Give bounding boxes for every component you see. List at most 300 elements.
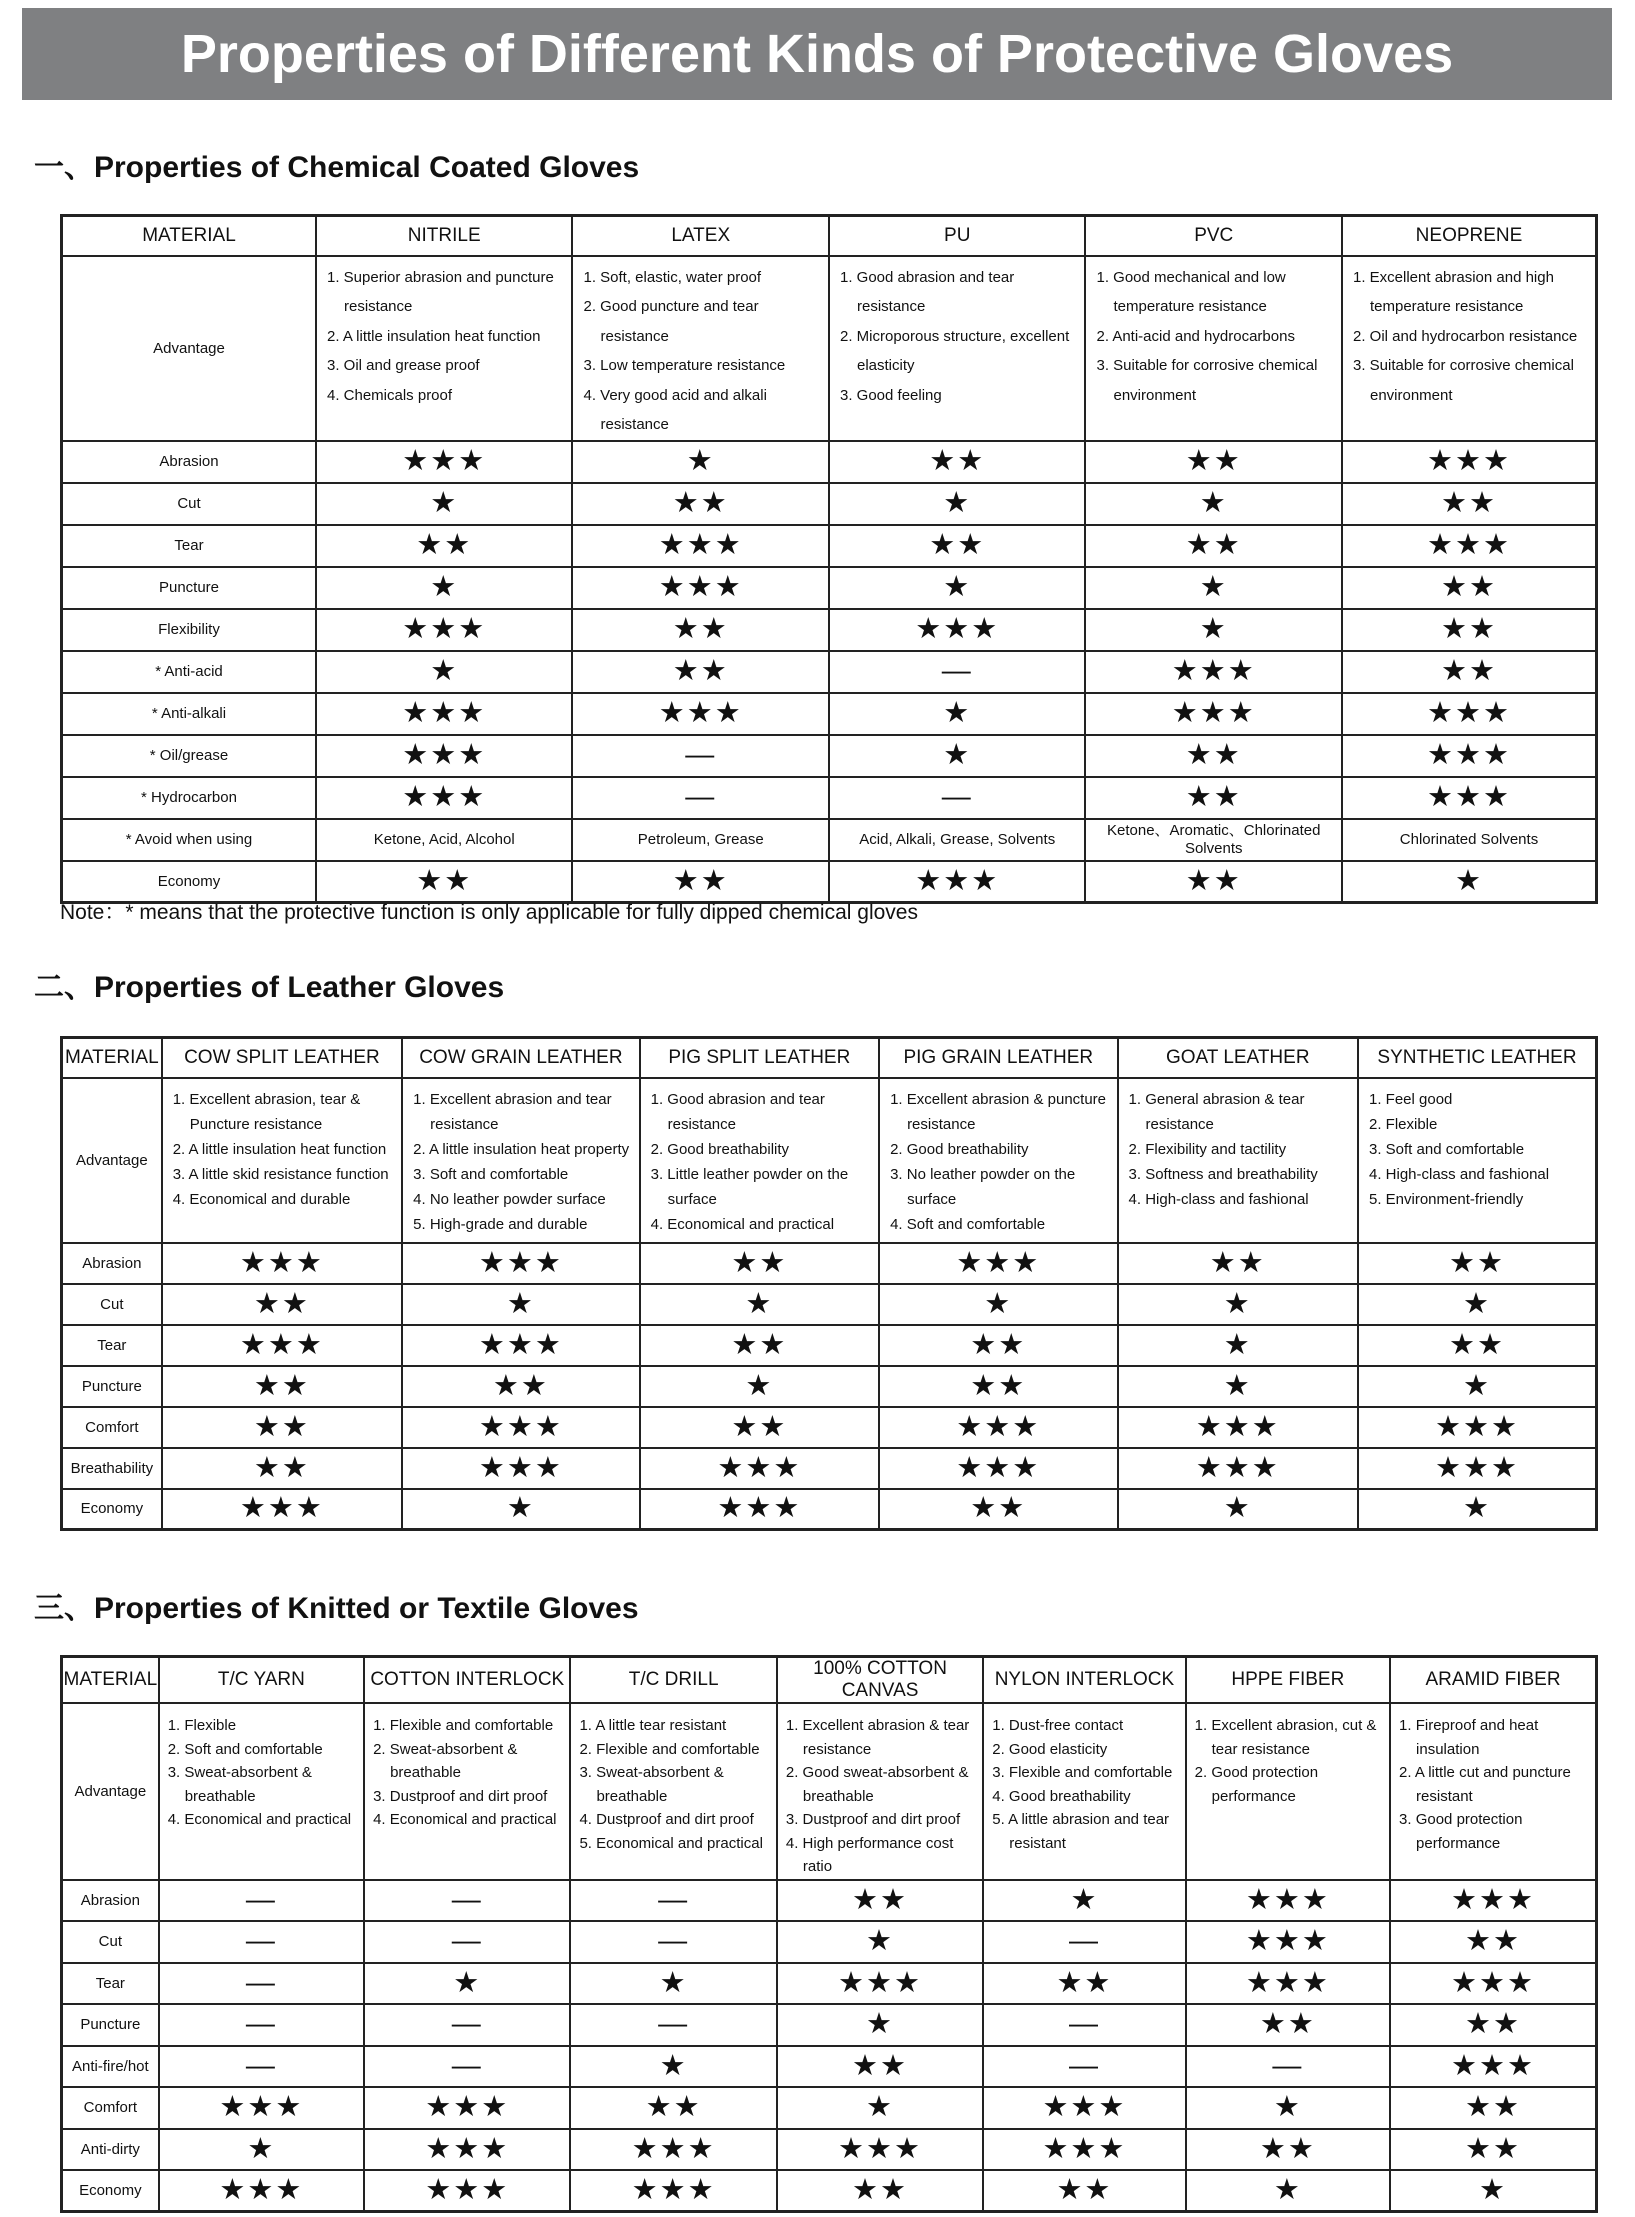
advantage-item: 3. Low temperature resistance <box>583 357 786 374</box>
advantage-item: 3. Sweat-absorbent & breathable <box>167 1764 312 1805</box>
rating-cell: — <box>572 777 829 819</box>
section-title-chemical: 一、Properties of Chemical Coated Gloves <box>34 151 640 184</box>
rating-cell: — <box>159 1921 364 1963</box>
rating-cell: ★★★ <box>316 609 573 651</box>
rating-cell: ★★ <box>570 2087 776 2129</box>
rating-cell: ★★★ <box>316 777 573 819</box>
rating-cell: ★★★ <box>1186 1963 1390 2005</box>
advantage-item: 5. A little abrasion and tear resistant <box>992 1811 1170 1852</box>
rating-cell: ★ <box>640 1366 879 1407</box>
rating-cell: ★★★ <box>777 2129 983 2171</box>
advantage-item: 4. High-class and fashional <box>1368 1165 1550 1183</box>
rating-cell: ★★ <box>162 1407 402 1448</box>
advantage-item: 4. Good breathability <box>992 1787 1131 1805</box>
rating-cell: ★ <box>640 1284 879 1325</box>
rating-cell: ★★ <box>1358 1243 1597 1284</box>
rating-cell: ★ <box>1085 567 1342 609</box>
material-header: MATERIAL <box>62 216 316 256</box>
table-row-cut <box>62 1284 1597 1325</box>
column-header-pig-grain-leather: PIG GRAIN LEATHER <box>879 1038 1117 1078</box>
rating-cell: ★★ <box>640 1243 879 1284</box>
advantage-item: 3. Dustproof and dirt proof <box>785 1811 961 1828</box>
row-label: Abrasion <box>62 1243 162 1284</box>
rating-cell: ★ <box>1085 609 1342 651</box>
rating-cell: ★ <box>364 1963 570 2005</box>
advantage-item: 1. Good mechanical and low temperature resistance <box>1096 268 1286 315</box>
row-label: * Anti-alkali <box>62 693 316 735</box>
material-header: MATERIAL <box>62 1657 159 1704</box>
rating-cell: ★ <box>879 1284 1117 1325</box>
rating-cell: ★ <box>777 2087 983 2129</box>
table-row-hydrocarbon <box>62 777 1597 819</box>
section-title-leather: 二、Properties of Leather Gloves <box>34 971 505 1004</box>
rating-cell: ★★ <box>777 2046 983 2088</box>
rating-cell: — <box>570 1921 776 1963</box>
rating-cell: ★★★ <box>1342 735 1597 777</box>
rating-cell: ★★★ <box>829 861 1086 903</box>
advantage-item: 3. Soft and comfortable <box>413 1165 569 1183</box>
section-title-knitted: 三、Properties of Knitted or Textile Gloves <box>34 1592 639 1625</box>
advantage-cell-cow-split-leather <box>162 1078 402 1243</box>
rating-cell: ★★★ <box>983 2087 1185 2129</box>
table-row-abrasion <box>62 1243 1597 1284</box>
rating-cell: ★★★ <box>879 1448 1117 1489</box>
rating-cell: ★★★ <box>162 1489 402 1530</box>
rating-cell: ★★ <box>879 1366 1117 1407</box>
advantage-item: 2. Sweat-absorbent & breathable <box>373 1740 518 1781</box>
row-label: Breathability <box>62 1448 162 1489</box>
rating-cell: ★★ <box>162 1448 402 1489</box>
advantage-item: 3. Sweat-absorbent & breathable <box>579 1764 724 1805</box>
table-row-abrasion <box>62 441 1597 483</box>
page-title: Properties of Different Kinds of Protective Gloves <box>180 24 1454 84</box>
header-row <box>62 1038 1597 1078</box>
rating-cell: ★★★ <box>1390 2046 1596 2088</box>
rating-cell: — <box>983 2046 1185 2088</box>
rating-cell: ★ <box>1390 2170 1596 2212</box>
column-header-nitrile: NITRILE <box>316 216 573 256</box>
table-row-flexibility <box>62 609 1597 651</box>
advantage-item: 2. A little insulation heat property <box>413 1140 630 1158</box>
rating-cell: — <box>364 1921 570 1963</box>
advantage-item: 1. Good abrasion and tear resistance <box>650 1090 825 1133</box>
table-row-anti-alkali <box>62 693 1597 735</box>
advantage-cell-pu <box>829 256 1086 441</box>
column-header-goat-leather: GOAT LEATHER <box>1118 1038 1358 1078</box>
rating-cell: ★★★ <box>1342 777 1597 819</box>
advantage-item: 1. Superior abrasion and puncture resistance <box>326 268 554 315</box>
rating-cell: ★★ <box>879 1489 1117 1530</box>
rating-cell: ★★★ <box>829 609 1086 651</box>
table-row-cut <box>62 1921 1597 1963</box>
rating-cell: ★ <box>570 2046 776 2088</box>
row-label: Abrasion <box>62 441 316 483</box>
column-header-pvc: PVC <box>1085 216 1342 256</box>
advantage-cell-nylon-interlock <box>983 1703 1185 1880</box>
rating-cell: ★★ <box>1186 2004 1390 2046</box>
advantage-item: 2. A little insulation heat function <box>326 327 541 345</box>
advantage-item: 3. Good protection performance <box>1399 1811 1523 1852</box>
rating-cell: ★★ <box>1342 567 1597 609</box>
row-label: Economy <box>62 2170 159 2212</box>
advantage-item: 4. Very good acid and alkali resistance <box>583 386 767 433</box>
column-header-nylon-interlock: NYLON INTERLOCK <box>983 1657 1185 1704</box>
advantage-item: 4. Dustproof and dirt proof <box>579 1811 754 1828</box>
rating-cell: ★★ <box>572 609 829 651</box>
table-row-anti-dirty <box>62 2129 1597 2171</box>
advantage-item: 1. Excellent abrasion & tear resistance <box>785 1717 970 1758</box>
rating-cell: ★★★ <box>364 2170 570 2212</box>
row-label: Flexibility <box>62 609 316 651</box>
rating-cell: ★ <box>829 567 1086 609</box>
rating-cell: ★ <box>1186 2087 1390 2129</box>
column-header-neoprene: NEOPRENE <box>1342 216 1597 256</box>
rating-cell: ★★★ <box>162 1243 402 1284</box>
advantage-item: 4. Economical and practical <box>650 1215 835 1233</box>
rating-cell: ★ <box>402 1489 639 1530</box>
advantage-item: 3. Flexible and comfortable <box>992 1764 1173 1781</box>
rating-cell: ★★ <box>1186 2129 1390 2171</box>
avoid-cell: Ketone、Aromatic、Chlorinated Solvents <box>1085 819 1342 861</box>
rating-cell: ★★★ <box>159 2087 364 2129</box>
material-header: MATERIAL <box>62 1038 162 1078</box>
rating-cell: ★ <box>983 1880 1185 1922</box>
advantage-item: 4. Economical and practical <box>167 1811 352 1828</box>
avoid-cell: Acid, Alkali, Grease, Solvents <box>829 819 1086 861</box>
rating-cell: ★★★ <box>402 1407 639 1448</box>
advantage-cell-pig-split-leather <box>640 1078 879 1243</box>
table-row-tear <box>62 525 1597 567</box>
rating-cell: ★★ <box>572 651 829 693</box>
rating-cell: — <box>829 777 1086 819</box>
row-label: Tear <box>62 1963 159 2005</box>
table-row-puncture <box>62 567 1597 609</box>
advantage-item: 1. Excellent abrasion, cut & tear resistance <box>1194 1717 1377 1758</box>
row-label: Comfort <box>62 2087 159 2129</box>
rating-cell: ★★★ <box>402 1448 639 1489</box>
advantage-row <box>62 1703 1597 1880</box>
rating-cell: ★★★ <box>879 1243 1117 1284</box>
advantage-cell-nitrile <box>316 256 573 441</box>
column-header-cow-grain-leather: COW GRAIN LEATHER <box>402 1038 639 1078</box>
rating-cell: ★★★ <box>572 693 829 735</box>
rating-cell: — <box>159 2046 364 2088</box>
header-row <box>62 1657 1597 1704</box>
rating-cell: — <box>572 735 829 777</box>
advantage-item: 1. Excellent abrasion, tear & Puncture resistance <box>172 1090 361 1133</box>
rating-cell: ★★ <box>1390 1921 1596 1963</box>
chemical-gloves-table <box>60 214 1598 904</box>
footnote: Note：* means that the protective function is only applicable for fully dipped chemical gloves <box>60 901 918 924</box>
rating-cell: ★ <box>316 483 573 525</box>
advantage-cell-cow-grain-leather <box>402 1078 639 1243</box>
advantage-item: 3. No leather powder on the surface <box>890 1165 1076 1208</box>
table-row-tear <box>62 1325 1597 1366</box>
rating-cell: ★★ <box>983 1963 1185 2005</box>
advantage-label: Advantage <box>62 1078 162 1243</box>
table-row-economy <box>62 1489 1597 1530</box>
column-header-hppe-fiber: HPPE FIBER <box>1186 1657 1390 1704</box>
table-row-anti-fire-hot <box>62 2046 1597 2088</box>
rating-cell: ★★★ <box>1186 1921 1390 1963</box>
advantage-item: 3. Suitable for corrosive chemical environment <box>1096 357 1318 404</box>
advantage-item: 4. High performance cost ratio <box>785 1834 954 1875</box>
advantage-item: 4. Soft and comfortable <box>890 1215 1046 1233</box>
advantage-item: 4. Chemicals proof <box>326 386 453 404</box>
rating-cell: ★ <box>570 1963 776 2005</box>
advantage-row <box>62 256 1597 441</box>
rating-cell: ★★ <box>1085 441 1342 483</box>
row-label: Cut <box>62 1284 162 1325</box>
avoid-cell: Chlorinated Solvents <box>1342 819 1597 861</box>
rating-cell: ★★ <box>1085 861 1342 903</box>
advantage-item: 2. Good puncture and tear resistance <box>583 298 759 345</box>
rating-cell: ★★★ <box>316 441 573 483</box>
rating-cell: ★ <box>777 2004 983 2046</box>
rating-cell: ★★ <box>1085 525 1342 567</box>
row-label: Economy <box>62 861 316 903</box>
column-header-latex: LATEX <box>572 216 829 256</box>
advantage-item: 2. Anti-acid and hydrocarbons <box>1096 327 1295 345</box>
table-row-cut <box>62 483 1597 525</box>
table-row-oil-grease <box>62 735 1597 777</box>
rating-cell: — <box>570 1880 776 1922</box>
rating-cell: ★ <box>1358 1489 1597 1530</box>
advantage-cell-100-cotton-canvas <box>777 1703 983 1880</box>
column-header-t-c-drill: T/C DRILL <box>570 1657 776 1704</box>
rating-cell: ★★★ <box>1390 1880 1596 1922</box>
advantage-cell-cotton-interlock <box>364 1703 570 1880</box>
rating-cell: ★★ <box>162 1366 402 1407</box>
rating-cell: ★★★ <box>640 1489 879 1530</box>
advantage-cell-hppe-fiber <box>1186 1703 1390 1880</box>
advantage-item: 3. A little skid resistance function <box>172 1165 389 1183</box>
advantage-item: 1. Soft, elastic, water proof <box>583 268 762 286</box>
rating-cell: ★ <box>829 483 1086 525</box>
rating-cell: ★ <box>829 693 1086 735</box>
rating-cell: ★★★ <box>316 693 573 735</box>
rating-cell: ★★★ <box>1342 525 1597 567</box>
table-row-puncture <box>62 1366 1597 1407</box>
advantage-item: 2. Flexible and comfortable <box>579 1740 760 1758</box>
rating-cell: ★★★ <box>316 735 573 777</box>
rating-cell: ★★★ <box>1085 693 1342 735</box>
advantage-item: 2. Oil and hydrocarbon resistance <box>1352 327 1578 345</box>
rating-cell: ★★★ <box>364 2087 570 2129</box>
rating-cell: — <box>364 1880 570 1922</box>
rating-cell: ★ <box>316 567 573 609</box>
rating-cell: ★ <box>159 2129 364 2171</box>
row-label: * Avoid when using <box>62 819 316 861</box>
rating-cell: ★ <box>1118 1489 1358 1530</box>
rating-cell: — <box>829 651 1086 693</box>
advantage-item: 1. Fireproof and heat insulation <box>1399 1717 1539 1758</box>
rating-cell: ★ <box>829 735 1086 777</box>
advantage-item: 1. Excellent abrasion & puncture resistance <box>890 1090 1107 1133</box>
rating-cell: ★ <box>1358 1284 1597 1325</box>
row-label: Puncture <box>62 2004 159 2046</box>
table-row-breathability <box>62 1448 1597 1489</box>
rating-cell: ★★ <box>777 1880 983 1922</box>
rating-cell: ★★ <box>1085 735 1342 777</box>
advantage-item: 1. Dust-free contact <box>992 1717 1124 1734</box>
row-label: Tear <box>62 1325 162 1366</box>
rating-cell: ★★ <box>640 1325 879 1366</box>
advantage-item: 1. Excellent abrasion and tear resistance <box>413 1090 612 1133</box>
rating-cell: ★★ <box>777 2170 983 2212</box>
row-label: Puncture <box>62 567 316 609</box>
rating-cell: ★ <box>1085 483 1342 525</box>
table-row-abrasion <box>62 1880 1597 1922</box>
page-title-banner <box>22 8 1612 100</box>
advantage-item: 2. Good breathability <box>650 1140 790 1158</box>
rating-cell: ★★★ <box>162 1325 402 1366</box>
column-header-aramid-fiber: ARAMID FIBER <box>1390 1657 1596 1704</box>
rating-cell: ★★ <box>316 861 573 903</box>
column-header-100-cotton-canvas: 100% COTTON CANVAS <box>777 1657 983 1704</box>
rating-cell: ★ <box>1118 1325 1358 1366</box>
advantage-item: 3. Little leather powder on the surface <box>650 1165 849 1208</box>
rating-cell: ★★★ <box>1118 1448 1358 1489</box>
rating-cell: — <box>983 2004 1185 2046</box>
row-label: Cut <box>62 483 316 525</box>
advantage-row <box>62 1078 1597 1243</box>
advantage-item: 5. High-grade and durable <box>413 1215 588 1233</box>
advantage-item: 1. Excellent abrasion and high temperature resistance <box>1352 268 1554 315</box>
rating-cell: ★★★ <box>1186 1880 1390 1922</box>
advantage-item: 3. Oil and grease proof <box>326 357 480 374</box>
row-label: Anti-fire/hot <box>62 2046 159 2088</box>
advantage-item: 2. A little cut and puncture resistant <box>1399 1764 1571 1805</box>
advantage-item: 2. Flexibility and tactility <box>1128 1140 1287 1158</box>
rating-cell: ★★ <box>572 483 829 525</box>
row-label: * Hydrocarbon <box>62 777 316 819</box>
column-header-pig-split-leather: PIG SPLIT LEATHER <box>640 1038 879 1078</box>
advantage-item: 5. Environment-friendly <box>1368 1190 1524 1208</box>
row-label: * Anti-acid <box>62 651 316 693</box>
advantage-label: Advantage <box>62 1703 159 1880</box>
rating-cell: — <box>983 1921 1185 1963</box>
rating-cell: ★★★ <box>1358 1407 1597 1448</box>
rating-cell: ★ <box>1118 1284 1358 1325</box>
column-header-t-c-yarn: T/C YARN <box>159 1657 364 1704</box>
advantage-item: 1. General abrasion & tear resistance <box>1128 1090 1305 1133</box>
table-row-comfort <box>62 1407 1597 1448</box>
rating-cell: ★★★ <box>570 2170 776 2212</box>
rating-cell: ★★ <box>316 525 573 567</box>
rating-cell: ★★ <box>1390 2129 1596 2171</box>
rating-cell: ★ <box>1358 1366 1597 1407</box>
rating-cell: ★★ <box>879 1325 1117 1366</box>
advantage-item: 3. Suitable for corrosive chemical environment <box>1352 357 1574 404</box>
rating-cell: — <box>570 2004 776 2046</box>
advantage-cell-neoprene <box>1342 256 1597 441</box>
row-label: Cut <box>62 1921 159 1963</box>
advantage-item: 5. Economical and practical <box>579 1834 763 1852</box>
advantage-item: 3. Soft and comfortable <box>1368 1140 1525 1158</box>
advantage-item: 3. Good feeling <box>839 386 942 404</box>
rating-cell: ★★★ <box>402 1243 639 1284</box>
rating-cell: ★★★ <box>570 2129 776 2171</box>
rating-cell: ★★ <box>1358 1325 1597 1366</box>
row-label: Abrasion <box>62 1880 159 1922</box>
advantage-item: 2. Good sweat-absorbent & breathable <box>785 1764 969 1805</box>
rating-cell: ★★★ <box>1118 1407 1358 1448</box>
column-header-synthetic-leather: SYNTHETIC LEATHER <box>1358 1038 1597 1078</box>
rating-cell: ★★ <box>640 1407 879 1448</box>
advantage-item: 1. Feel good <box>1368 1090 1453 1108</box>
row-label: Economy <box>62 1489 162 1530</box>
rating-cell: ★★ <box>829 441 1086 483</box>
avoid-cell: Ketone, Acid, Alcohol <box>316 819 573 861</box>
advantage-item: 1. Good abrasion and tear resistance <box>839 268 1015 315</box>
rating-cell: ★★ <box>829 525 1086 567</box>
rating-cell: ★★★ <box>402 1325 639 1366</box>
advantage-cell-goat-leather <box>1118 1078 1358 1243</box>
advantage-item: 2. Good breathability <box>890 1140 1029 1158</box>
table-row-comfort <box>62 2087 1597 2129</box>
rating-cell: ★★★ <box>640 1448 879 1489</box>
column-header-cow-split-leather: COW SPLIT LEATHER <box>162 1038 402 1078</box>
rating-cell: — <box>159 1880 364 1922</box>
table-row-puncture <box>62 2004 1597 2046</box>
table-row-anti-acid <box>62 651 1597 693</box>
advantage-item: 4. High-class and fashional <box>1128 1190 1309 1208</box>
rating-cell: ★ <box>402 1284 639 1325</box>
table-row-economy <box>62 2170 1597 2212</box>
advantage-item: 1. Flexible <box>167 1717 237 1734</box>
rating-cell: — <box>159 1963 364 2005</box>
rating-cell: ★★ <box>1342 609 1597 651</box>
header-row <box>62 216 1597 256</box>
rating-cell: ★★ <box>1390 2004 1596 2046</box>
rating-cell: — <box>1186 2046 1390 2088</box>
row-label: Puncture <box>62 1366 162 1407</box>
column-header-pu: PU <box>829 216 1086 256</box>
rating-cell: — <box>364 2004 570 2046</box>
advantage-item: 3. Dustproof and dirt proof <box>373 1787 548 1805</box>
rating-cell: ★★★ <box>1085 651 1342 693</box>
advantage-item: 2. Soft and comfortable <box>167 1740 323 1758</box>
advantage-item: 2. Microporous structure, excellent elasticity <box>839 327 1070 374</box>
column-header-cotton-interlock: COTTON INTERLOCK <box>364 1657 570 1704</box>
advantage-cell-latex <box>572 256 829 441</box>
rating-cell: ★★★ <box>1358 1448 1597 1489</box>
row-label: Anti-dirty <box>62 2129 159 2171</box>
advantage-item: 2. A little insulation heat function <box>172 1140 387 1158</box>
advantage-item: 1. A little tear resistant <box>579 1717 727 1734</box>
advantage-cell-synthetic-leather <box>1358 1078 1597 1243</box>
table-row-tear <box>62 1963 1597 2005</box>
row-label: Comfort <box>62 1407 162 1448</box>
rating-cell: ★★ <box>983 2170 1185 2212</box>
advantage-cell-t-c-drill <box>570 1703 776 1880</box>
rating-cell: ★ <box>572 441 829 483</box>
rating-cell: ★★★ <box>983 2129 1185 2171</box>
rating-cell: ★★★ <box>1390 1963 1596 2005</box>
rating-cell: ★★★ <box>572 567 829 609</box>
table-row-avoid-when-using <box>62 819 1597 861</box>
rating-cell: ★★★ <box>159 2170 364 2212</box>
advantage-label: Advantage <box>62 256 316 441</box>
rating-cell: ★ <box>1342 861 1597 903</box>
rating-cell: ★ <box>1118 1366 1358 1407</box>
rating-cell: ★ <box>1186 2170 1390 2212</box>
rating-cell: ★★★ <box>879 1407 1117 1448</box>
advantage-item: 4. No leather powder surface <box>413 1190 606 1208</box>
rating-cell: ★★★ <box>1342 693 1597 735</box>
avoid-cell: Petroleum, Grease <box>572 819 829 861</box>
